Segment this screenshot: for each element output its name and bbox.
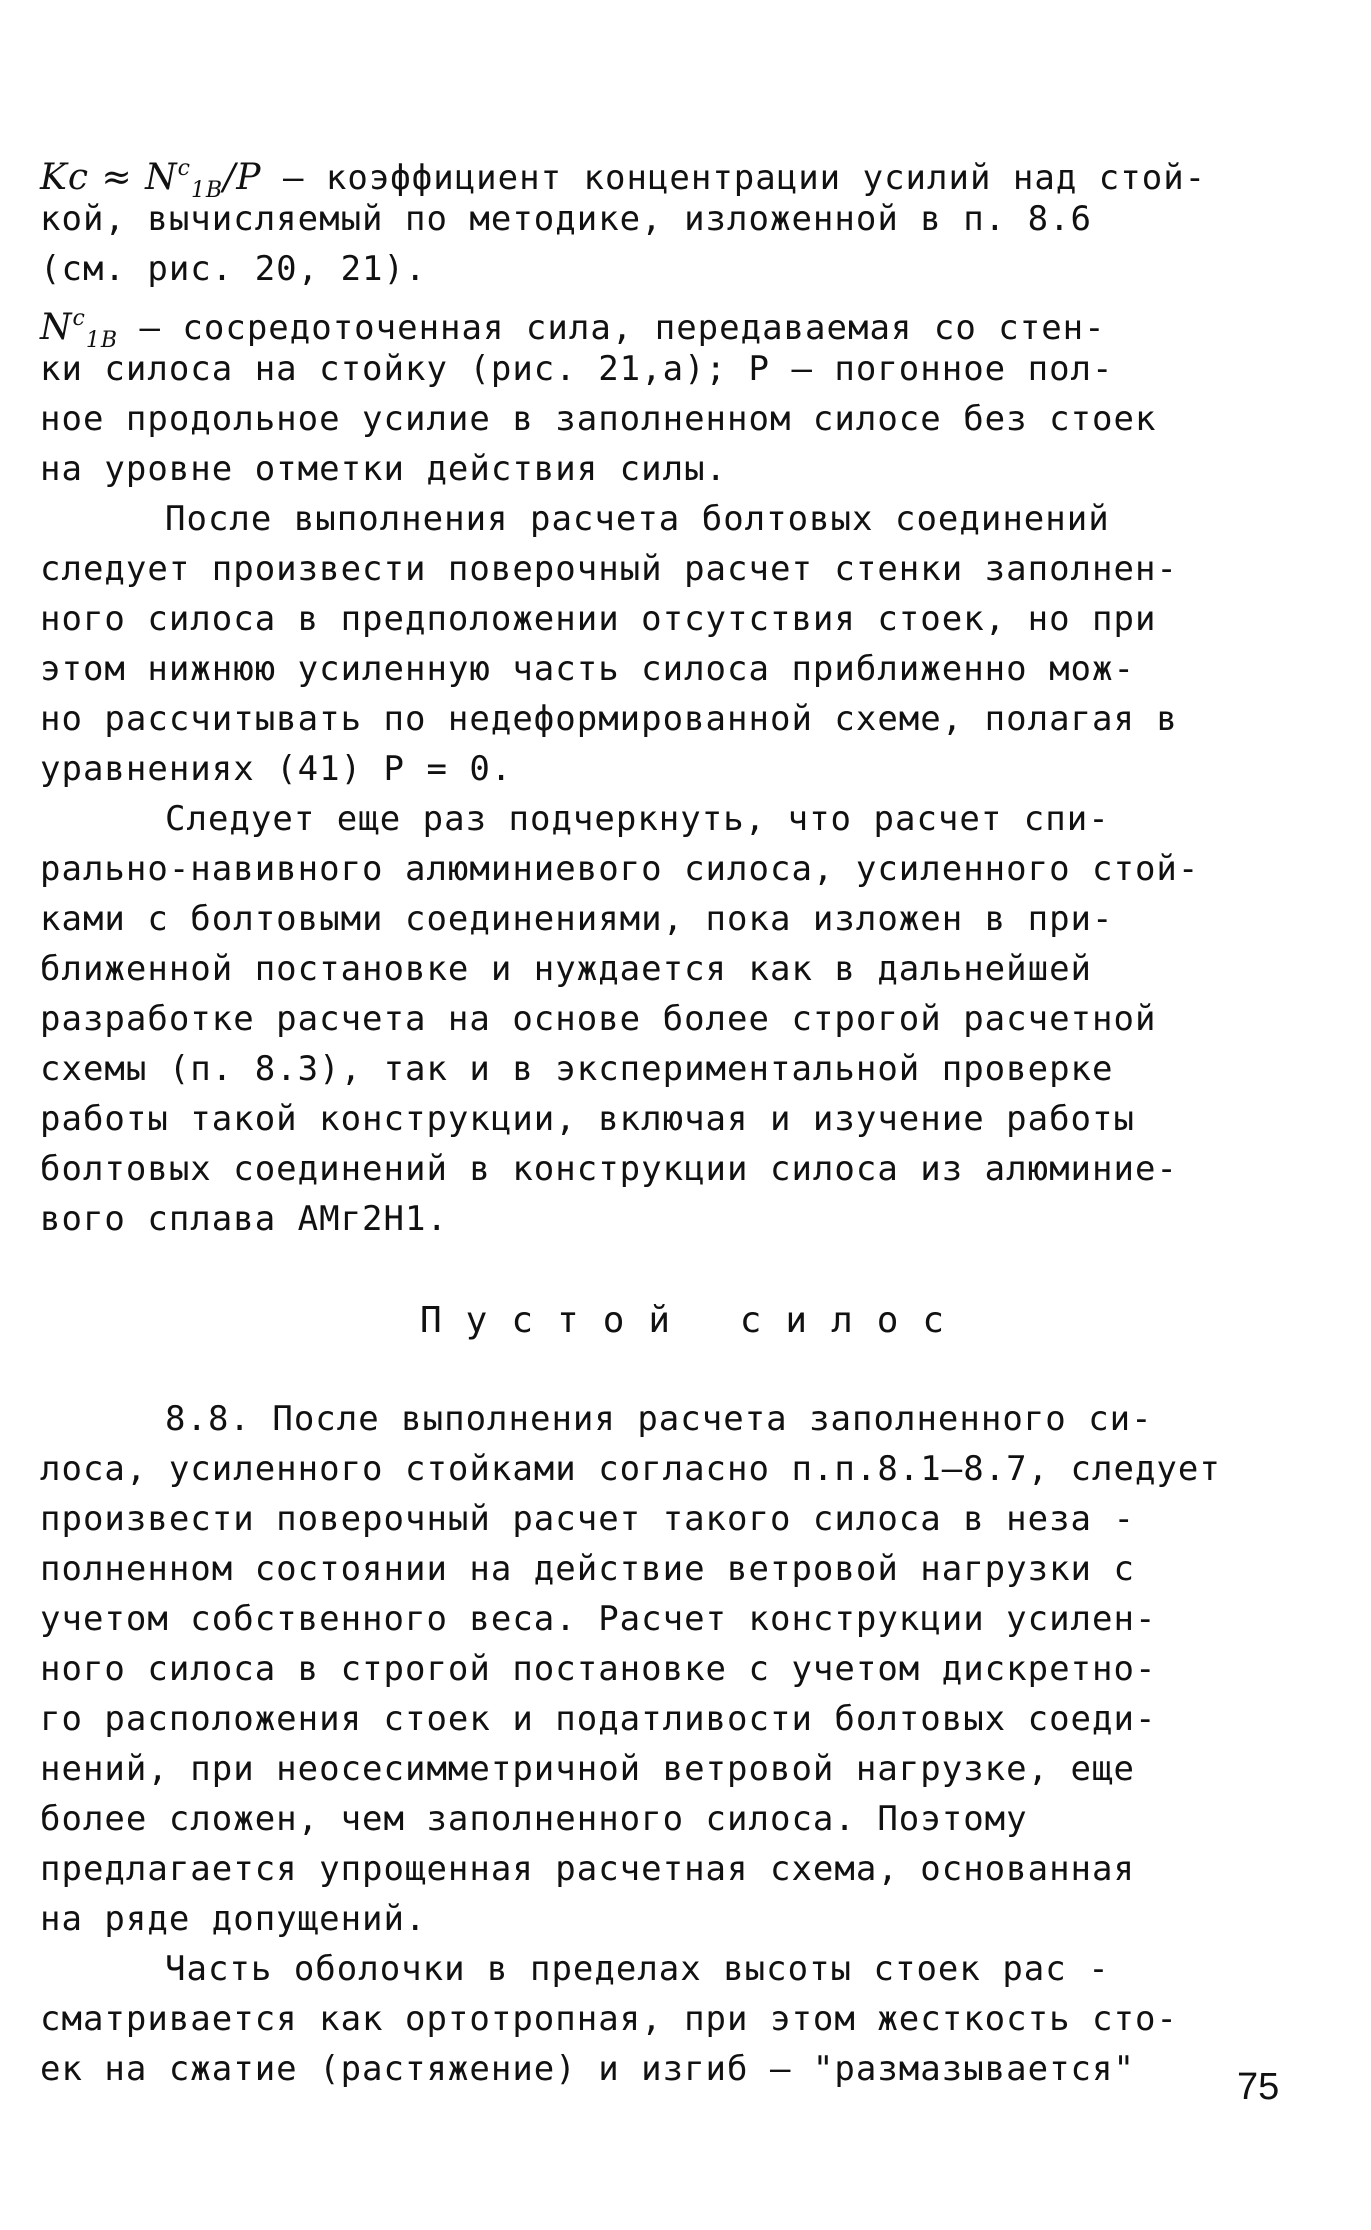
paragraph-5-line: Часть оболочки в пределах высоты стоек рас - <box>165 1949 1110 1989</box>
formula-tail: /P <box>223 157 262 198</box>
paragraph-4-line: нений, при неосесимметричной ветровой нагрузке, еще <box>40 1749 1135 1789</box>
paragraph-3-line: схемы (п. 8.3), так и в экспериментальной проверке <box>40 1049 1114 1089</box>
paragraph-3-line: разработке расчета на основе более строгой расчетной <box>40 999 1157 1039</box>
text-line-7: на уровне отметки действия силы. <box>40 449 728 489</box>
paragraph-2-line: После выполнения расчета болтовых соединений <box>165 499 1110 539</box>
paragraph-3-line: Следует еще раз подчеркнуть, что расчет спи- <box>165 799 1110 839</box>
formula-sup: c <box>177 156 191 181</box>
text-line-6: ное продольное усилие в заполненном силосе без стоек <box>40 399 1157 439</box>
paragraph-4-line: лоса, усиленного стойками согласно п.п.8.1–8.7, следует <box>40 1449 1221 1489</box>
paragraph-4-line: предлагается упрощенная расчетная схема, основанная <box>40 1849 1135 1889</box>
formula-kc <box>40 156 262 203</box>
paragraph-2-line: но рассчитывать по недеформированной схеме, полагая в <box>40 699 1178 739</box>
paragraph-4-line: го расположения стоек и податливости болтовых соеди- <box>40 1699 1157 1739</box>
paragraph-4-line: произвести поверочный расчет такого силоса в неза - <box>40 1499 1135 1539</box>
paragraph-3-line: работы такой конструкции, включая и изучение работы <box>40 1099 1135 1139</box>
paragraph-3-line: рально-навивного алюминиевого силоса, усиленного стой- <box>40 849 1200 889</box>
formula-main: Kc ≈ N <box>40 157 178 198</box>
text-line-5: ки силоса на стойку (рис. 21,а); P – погонное пол- <box>40 349 1114 389</box>
formula-n <box>40 306 118 353</box>
paragraph-2-line: следует произвести поверочный расчет стенки заполнен- <box>40 549 1178 589</box>
text-line-3: (см. рис. 20, 21). <box>40 249 427 289</box>
paragraph-3-line: вого сплава АМг2Н1. <box>40 1199 448 1239</box>
section-heading: Пустой силос <box>420 1300 969 1341</box>
paragraph-4-line: ного силоса в строгой постановке с учетом дискретно- <box>40 1649 1157 1689</box>
paragraph-5-line: ек на сжатие (растяжение) и изгиб – "размазывается" <box>40 2049 1135 2089</box>
paragraph-2-line: уравнениях (41) P = 0. <box>40 749 513 789</box>
text-line-1: – коэффициент концентрации усилий над стой- <box>261 158 1207 198</box>
formula-n-sub: 1B <box>85 328 118 353</box>
paragraph-2-line: этом нижнюю усиленную часть силоса приближенно мож- <box>40 649 1135 689</box>
text-line-4: – сосредоточенная сила, передаваемая со стен- <box>118 308 1106 348</box>
formula-n-main: N <box>40 307 73 348</box>
paragraph-3-line: болтовых соединений в конструкции силоса из алюминие- <box>40 1149 1178 1189</box>
paragraph-5-line: сматривается как ортотропная, при этом жесткость сто- <box>40 1999 1178 2039</box>
paragraph-4-line: 8.8. После выполнения расчета заполненного си- <box>165 1399 1153 1439</box>
paragraph-3-line: ближенной постановке и нуждается как в дальнейшей <box>40 949 1093 989</box>
paragraph-3-line: ками с болтовыми соединениями, пока изложен в при- <box>40 899 1114 939</box>
formula-n-sup: c <box>72 306 86 331</box>
paragraph-4-line: на ряде допущений. <box>40 1899 427 1939</box>
text-line-2: кой, вычисляемый по методике, изложенной в п. 8.6 <box>40 199 1093 239</box>
page-number: 75 <box>1237 2066 1280 2108</box>
paragraph-4-line: более сложен, чем заполненного силоса. Поэтому <box>40 1799 1028 1839</box>
formula-sub: 1B <box>190 178 224 203</box>
paragraph-2-line: ного силоса в предположении отсутствия стоек, но при <box>40 599 1157 639</box>
paragraph-4-line: учетом собственного веса. Расчет конструкции усилен- <box>40 1599 1157 1639</box>
paragraph-4-line: полненном состоянии на действие ветровой нагрузки с <box>40 1549 1135 1589</box>
